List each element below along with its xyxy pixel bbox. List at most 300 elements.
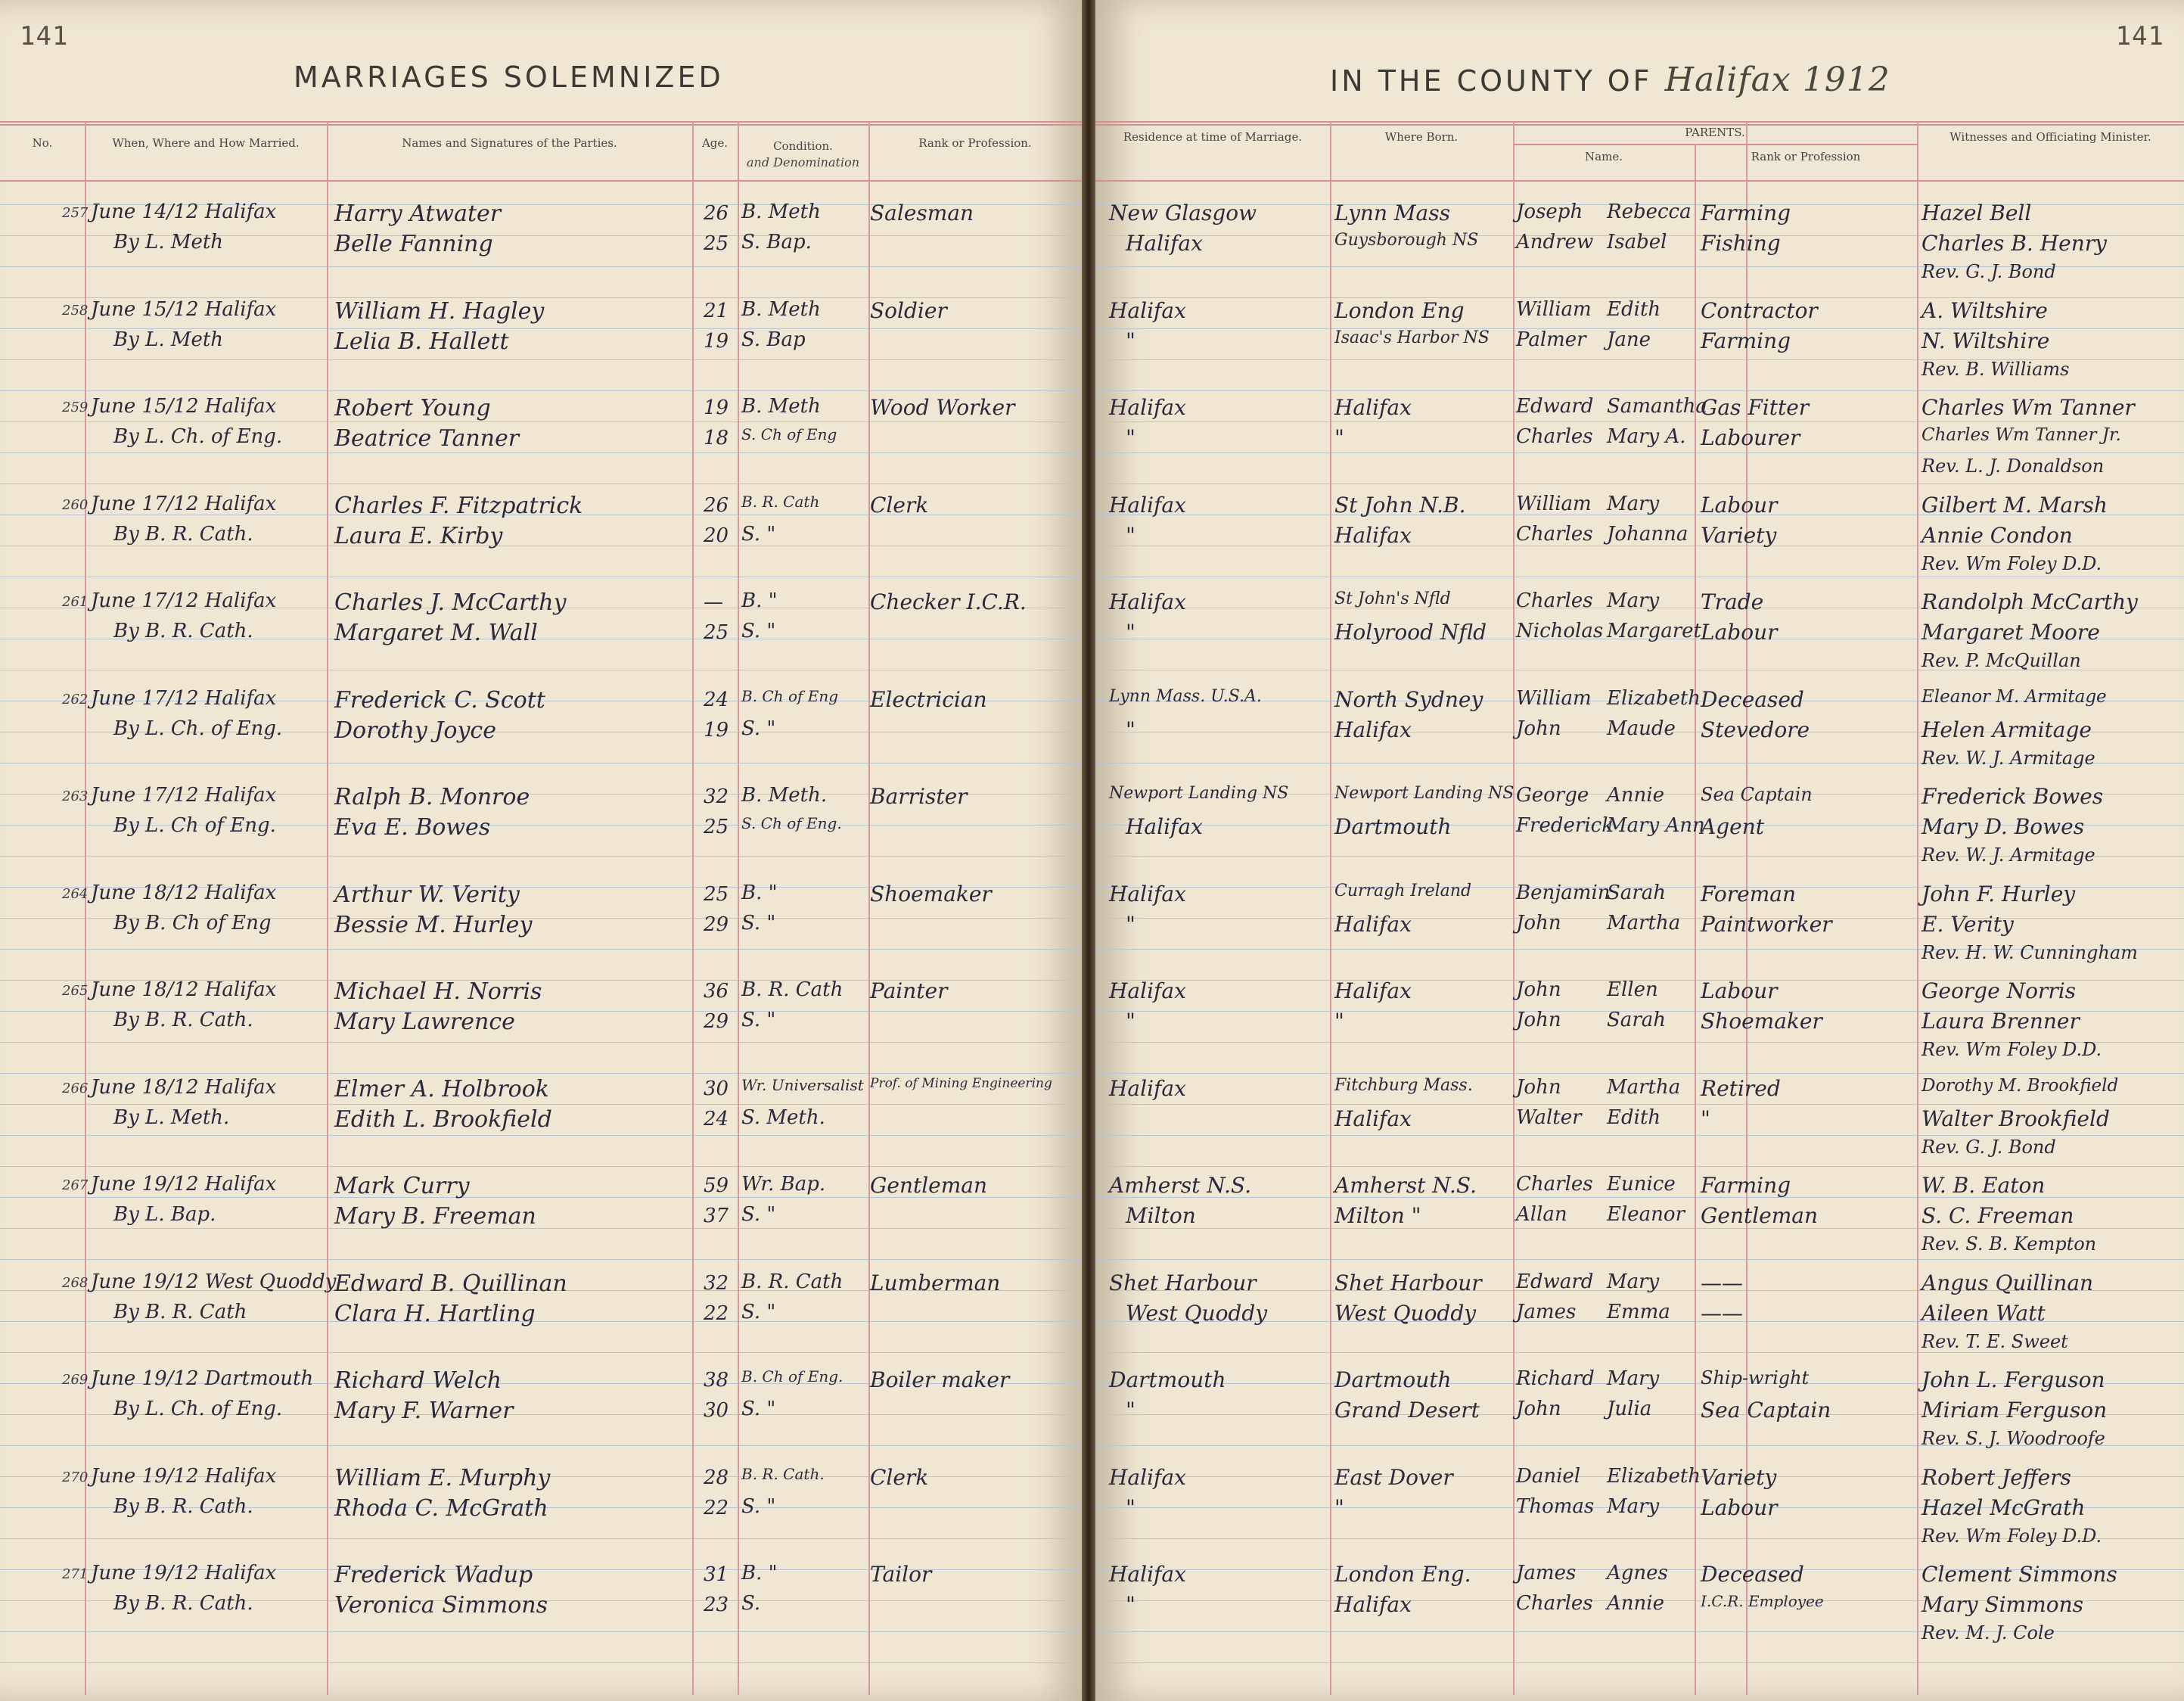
entry-number: 257 — [62, 205, 89, 221]
groom-name: Frederick Wadup — [334, 1562, 533, 1588]
column-rule — [738, 121, 739, 1695]
column-rule — [1330, 121, 1331, 1695]
marriage-date-place: June 19/12 Dartmouth — [91, 1367, 314, 1390]
marriage-by: By B. R. Cath. — [113, 1495, 253, 1518]
bride-parent-rank: Fishing — [1701, 231, 1781, 256]
marriage-by: By B. R. Cath. — [113, 1592, 253, 1615]
marriage-by: By B. R. Cath. — [113, 620, 253, 642]
bride-residence: West Quoddy — [1126, 1301, 1268, 1326]
writing-rule — [0, 1135, 1082, 1136]
groom-parent-rank: Deceased — [1701, 687, 1804, 712]
groom-mother: Rebecca — [1607, 201, 1692, 223]
bride-condition: S. " — [741, 1009, 776, 1031]
officiating-minister: Rev. L. J. Donaldson — [1921, 456, 2105, 477]
witness-one: Angus Quillinan — [1921, 1270, 2094, 1295]
writing-rule — [1095, 1166, 2184, 1167]
bride-father: Charles — [1516, 523, 1593, 546]
witness-one: W. B. Eaton — [1921, 1173, 2046, 1198]
marriage-date-place: June 15/12 Halifax — [91, 298, 277, 321]
column-header: Name. — [1585, 150, 1623, 163]
groom-parent-rank: Contractor — [1701, 298, 1818, 323]
groom-profession: Soldier — [870, 298, 947, 323]
witness-two: Walter Brookfield — [1921, 1106, 2110, 1131]
bride-name: Veronica Simmons — [334, 1592, 548, 1619]
groom-parent-rank: Ship-wright — [1701, 1367, 1810, 1388]
groom-residence: Halifax — [1109, 882, 1186, 906]
writing-rule — [0, 1104, 1082, 1105]
column-rule — [1917, 121, 1918, 1695]
entry-number: 261 — [62, 594, 89, 610]
marriage-by: By L. Ch. of Eng. — [113, 1398, 283, 1420]
groom-birthplace: Shet Harbour — [1334, 1270, 1482, 1295]
groom-father: Edward — [1516, 395, 1594, 418]
writing-rule — [1095, 421, 2184, 422]
bride-father: Allan — [1516, 1203, 1567, 1226]
groom-mother: Mary — [1607, 493, 1660, 515]
entry-number: 264 — [62, 886, 89, 902]
marriage-by: By L. Meth. — [113, 1106, 230, 1129]
bride-name: Bessie M. Hurley — [334, 912, 533, 938]
bride-mother: Eleanor — [1607, 1203, 1685, 1226]
bride-parent-rank: Shoemaker — [1701, 1009, 1822, 1034]
column-header: PARENTS. — [1685, 126, 1745, 139]
bride-mother: Isabel — [1607, 231, 1667, 253]
officiating-minister: Rev. Wm Foley D.D. — [1921, 553, 2102, 574]
column-header: Where Born. — [1384, 130, 1459, 144]
column-rule — [1746, 121, 1748, 1695]
bride-mother: Annie — [1607, 1592, 1664, 1615]
groom-condition: Wr. Bap. — [741, 1173, 826, 1196]
officiating-minister: Rev. G. J. Bond — [1921, 1137, 2056, 1158]
groom-profession: Tailor — [870, 1562, 932, 1587]
bride-condition: S. " — [741, 717, 776, 740]
writing-rule — [0, 1042, 1082, 1043]
bride-parent-rank: I.C.R. Employee — [1701, 1592, 1824, 1610]
bride-name: Lelia B. Hallett — [334, 328, 509, 355]
bride-father: Frederick — [1516, 814, 1614, 837]
groom-father: Edward — [1516, 1270, 1594, 1293]
groom-age: 32 — [704, 1272, 729, 1295]
bride-age: 29 — [704, 1010, 729, 1033]
groom-residence: New Glasgow — [1109, 201, 1257, 225]
bride-father: Charles — [1516, 1592, 1593, 1615]
groom-age: 28 — [704, 1466, 729, 1489]
bride-mother: Edith — [1607, 1106, 1661, 1129]
writing-rule — [0, 1662, 1082, 1663]
bride-father: Charles — [1516, 425, 1593, 448]
witness-one: Gilbert M. Marsh — [1921, 493, 2108, 518]
bride-condition: S. " — [741, 620, 776, 642]
bride-mother: Martha — [1607, 912, 1681, 934]
bride-parent-rank: " — [1701, 1106, 1710, 1131]
groom-condition: B. Meth — [741, 201, 821, 223]
bride-birthplace: " — [1334, 1009, 1344, 1034]
groom-birthplace: St John's Nfld — [1334, 589, 1451, 608]
bride-birthplace: " — [1334, 1495, 1344, 1520]
bride-age: 25 — [704, 816, 729, 838]
officiating-minister: Rev. W. J. Armitage — [1921, 844, 2095, 866]
column-rule — [692, 121, 694, 1695]
bride-age: 30 — [704, 1399, 729, 1422]
column-subheader: and Denomination — [746, 155, 860, 169]
bride-residence: " — [1126, 620, 1135, 645]
bride-residence: " — [1126, 523, 1135, 548]
entry-number: 267 — [62, 1177, 89, 1193]
bride-birthplace: Isaac's Harbor NS — [1334, 328, 1490, 347]
bride-parent-rank: Labour — [1701, 620, 1778, 645]
page-number-right: 141 — [2115, 21, 2164, 51]
marriage-by: By B. R. Cath. — [113, 523, 253, 546]
marriage-date-place: June 15/12 Halifax — [91, 395, 277, 418]
bride-parent-rank: Labour — [1701, 1495, 1778, 1520]
bride-condition: S. " — [741, 1495, 776, 1518]
groom-residence: Halifax — [1109, 1076, 1186, 1101]
witness-one: Eleanor M. Armitage — [1921, 687, 2107, 707]
witness-two: Helen Armitage — [1921, 717, 2092, 742]
groom-mother: Samantha — [1607, 395, 1707, 418]
entry-number: 263 — [62, 788, 89, 804]
column-rule — [327, 121, 328, 1695]
column-header: Age. — [701, 136, 729, 150]
groom-parent-rank: Variety — [1701, 1465, 1777, 1490]
bride-mother: Emma — [1607, 1301, 1670, 1323]
groom-birthplace: North Sydney — [1334, 687, 1483, 712]
header-rule — [0, 121, 1082, 123]
entry-number: 271 — [62, 1566, 89, 1582]
groom-mother: Mary — [1607, 1367, 1660, 1390]
groom-birthplace: Amherst N.S. — [1334, 1173, 1477, 1198]
groom-birthplace: East Dover — [1334, 1465, 1453, 1490]
groom-age: 19 — [704, 396, 729, 419]
bride-parent-rank: Labourer — [1701, 425, 1800, 450]
left-heading: MARRIAGES SOLEMNIZED — [294, 61, 724, 94]
bride-birthplace: Grand Desert — [1334, 1398, 1480, 1423]
groom-mother: Sarah — [1607, 882, 1666, 904]
left-page — [0, 0, 1082, 1701]
witness-two: Laura Brenner — [1921, 1009, 2080, 1034]
entry-number: 268 — [62, 1275, 89, 1291]
groom-parent-rank: Farming — [1701, 1173, 1791, 1198]
groom-mother: Eunice — [1607, 1173, 1676, 1196]
officiating-minister: Rev. Wm Foley D.D. — [1921, 1039, 2102, 1060]
groom-condition: B. Meth — [741, 298, 821, 321]
groom-profession: Electrician — [870, 687, 987, 712]
writing-rule — [1095, 452, 2184, 453]
groom-profession: Wood Worker — [870, 395, 1015, 420]
marriage-date-place: June 17/12 Halifax — [91, 589, 277, 612]
groom-father: William — [1516, 493, 1592, 515]
bride-father: Nicholas — [1516, 620, 1604, 642]
column-header: Condition. — [773, 139, 833, 153]
witness-one: Robert Jeffers — [1921, 1465, 2071, 1490]
groom-profession: Gentleman — [870, 1173, 988, 1198]
officiating-minister: Rev. S. J. Woodroofe — [1921, 1428, 2105, 1449]
bride-mother: Johanna — [1607, 523, 1688, 546]
groom-parent-rank: Farming — [1701, 201, 1791, 225]
groom-condition: B. Meth. — [741, 784, 828, 807]
writing-rule — [0, 1166, 1082, 1167]
bride-residence: " — [1126, 1009, 1135, 1034]
groom-age: — — [704, 591, 723, 614]
witness-one: George Norris — [1921, 978, 2077, 1003]
marriage-by: By L. Ch of Eng. — [113, 814, 276, 837]
bride-name: Dorothy Joyce — [334, 717, 496, 744]
witness-one: Clement Simmons — [1921, 1562, 2117, 1587]
entry-number: 260 — [62, 497, 89, 513]
bride-mother: Maude — [1607, 717, 1676, 740]
marriage-by: By B. R. Cath — [113, 1301, 247, 1323]
column-header: Residence at time of Marriage. — [1123, 130, 1303, 144]
bride-name: Rhoda C. McGrath — [334, 1495, 548, 1522]
marriage-by: By L. Ch. of Eng. — [113, 425, 283, 448]
column-rule — [1513, 121, 1515, 1695]
bride-residence: Halifax — [1126, 814, 1203, 839]
bride-birthplace: Guysborough NS — [1334, 231, 1479, 250]
groom-birthplace: Fitchburg Mass. — [1334, 1076, 1473, 1095]
bride-parent-rank: Farming — [1701, 328, 1791, 353]
marriage-date-place: June 17/12 Halifax — [91, 493, 277, 515]
groom-residence: Lynn Mass. U.S.A. — [1109, 687, 1262, 706]
witness-two: Charles Wm Tanner Jr. — [1921, 425, 2121, 445]
groom-profession: Checker I.C.R. — [870, 589, 1027, 614]
right-heading-prefix: IN THE COUNTY OF — [1330, 64, 1653, 98]
groom-birthplace: Halifax — [1334, 395, 1412, 420]
bride-mother: Margaret — [1607, 620, 1701, 642]
column-rule — [85, 121, 86, 1695]
bride-parent-rank: Variety — [1701, 523, 1777, 548]
groom-father: William — [1516, 687, 1592, 710]
groom-residence: Shet Harbour — [1109, 1270, 1257, 1295]
witness-two: E. Verity — [1921, 912, 2014, 937]
witness-two: Hazel McGrath — [1921, 1495, 2086, 1520]
column-header: No. — [32, 136, 53, 150]
officiating-minister: Rev. P. McQuillan — [1921, 650, 2081, 671]
bride-father: Walter — [1516, 1106, 1582, 1129]
marriage-date-place: June 19/12 West Quoddy — [91, 1270, 337, 1293]
bride-condition: S. Bap — [741, 328, 806, 351]
bride-parent-rank: Agent — [1701, 814, 1764, 839]
writing-rule — [0, 1073, 1082, 1074]
groom-name: Mark Curry — [334, 1173, 470, 1199]
writing-rule — [1095, 1073, 2184, 1074]
groom-birthplace: St John N.B. — [1334, 493, 1466, 518]
groom-name: Harry Atwater — [334, 201, 502, 227]
marriage-date-place: June 19/12 Halifax — [91, 1562, 277, 1584]
bride-name: Mary B. Freeman — [334, 1203, 536, 1230]
marriage-date-place: June 19/12 Halifax — [91, 1173, 277, 1196]
bride-mother: Mary — [1607, 1495, 1660, 1518]
bride-age: 20 — [704, 524, 729, 547]
bride-name: Beatrice Tanner — [334, 425, 520, 452]
bride-condition: S. " — [741, 912, 776, 934]
marriage-by: By L. Ch. of Eng. — [113, 717, 283, 740]
bride-father: John — [1516, 912, 1561, 934]
marriage-by: By B. Ch of Eng — [113, 912, 272, 934]
groom-mother: Elizabeth — [1607, 687, 1701, 710]
column-header: Rank or Profession — [1751, 150, 1861, 163]
marriage-by: By L. Bap. — [113, 1203, 216, 1226]
bride-father: James — [1516, 1301, 1577, 1323]
witness-two: Annie Condon — [1921, 523, 2073, 548]
witness-two: Aileen Watt — [1921, 1301, 2046, 1326]
bride-age: 19 — [704, 719, 729, 742]
marriage-date-place: June 18/12 Halifax — [91, 882, 277, 904]
bride-residence: Halifax — [1126, 231, 1203, 256]
groom-age: 24 — [704, 689, 729, 711]
officiating-minister: Rev. B. Williams — [1921, 359, 2070, 380]
groom-age: 32 — [704, 785, 729, 808]
groom-parent-rank: —— — [1701, 1270, 1743, 1295]
officiating-minister: Rev. S. B. Kempton — [1921, 1233, 2097, 1255]
bride-parent-rank: —— — [1701, 1301, 1743, 1326]
witness-two: N. Wiltshire — [1921, 328, 2050, 353]
bride-residence: " — [1126, 717, 1135, 742]
entry-number: 262 — [62, 692, 89, 707]
marriage-by: By B. R. Cath. — [113, 1009, 253, 1031]
entry-number: 258 — [62, 303, 89, 319]
writing-rule — [1095, 1352, 2184, 1353]
writing-rule — [1095, 1259, 2184, 1260]
header-rule — [1095, 180, 2184, 182]
bride-mother: Sarah — [1607, 1009, 1666, 1031]
groom-father: Daniel — [1516, 1465, 1581, 1488]
groom-age: 21 — [704, 300, 729, 322]
groom-name: William E. Murphy — [334, 1465, 551, 1491]
bride-age: 25 — [704, 621, 729, 644]
groom-condition: B. " — [741, 1562, 778, 1584]
column-header: Rank or Profession. — [918, 136, 1032, 150]
bride-age: 24 — [704, 1108, 729, 1130]
groom-condition: B. Ch of Eng. — [741, 1367, 843, 1385]
bride-birthplace: West Quoddy — [1334, 1301, 1477, 1326]
column-header: Witnesses and Officiating Minister. — [1949, 130, 2151, 144]
groom-mother: Elizabeth — [1607, 1465, 1701, 1488]
bride-condition: S. Bap. — [741, 231, 812, 253]
writing-rule — [0, 856, 1082, 857]
groom-profession: Clerk — [870, 493, 929, 518]
header-rule — [1095, 121, 2184, 123]
writing-rule — [0, 452, 1082, 453]
witness-two: Charles B. Henry — [1921, 231, 2107, 256]
parents-rule — [1513, 144, 1917, 145]
column-rule — [1695, 144, 1696, 1695]
officiating-minister: Rev. H. W. Cunningham — [1921, 942, 2138, 963]
bride-mother: Mary A. — [1607, 425, 1686, 448]
bride-condition: S. " — [741, 1301, 776, 1323]
groom-parent-rank: Gas Fitter — [1701, 395, 1810, 420]
bride-mother: Jane — [1607, 328, 1651, 351]
witness-two: Mary Simmons — [1921, 1592, 2083, 1617]
bride-age: 29 — [704, 913, 729, 936]
groom-name: Ralph B. Monroe — [334, 784, 530, 810]
witness-two: S. C. Freeman — [1921, 1203, 2074, 1228]
witness-one: Hazel Bell — [1921, 201, 2032, 225]
entry-number: 266 — [62, 1081, 89, 1096]
bride-residence: " — [1126, 1398, 1135, 1423]
groom-parent-rank: Retired — [1701, 1076, 1781, 1101]
groom-condition: B. R. Cath — [741, 1270, 843, 1293]
groom-profession: Prof. of Mining Engineering — [870, 1076, 1052, 1091]
groom-mother: Ellen — [1607, 978, 1658, 1001]
groom-residence: Dartmouth — [1109, 1367, 1226, 1392]
groom-parent-rank: Foreman — [1701, 882, 1796, 906]
bride-mother: Mary Ann — [1607, 814, 1705, 837]
marriage-date-place: June 17/12 Halifax — [91, 687, 277, 710]
groom-birthplace: London Eng. — [1334, 1562, 1471, 1587]
bride-father: John — [1516, 1398, 1561, 1420]
writing-rule — [0, 359, 1082, 360]
bride-birthplace: Halifax — [1334, 912, 1412, 937]
bride-age: 23 — [704, 1594, 729, 1616]
groom-age: 36 — [704, 980, 729, 1003]
groom-age: 38 — [704, 1369, 729, 1392]
bride-father: John — [1516, 717, 1561, 740]
writing-rule — [1095, 1228, 2184, 1229]
entry-number: 269 — [62, 1372, 89, 1388]
witness-one: A. Wiltshire — [1921, 298, 2048, 323]
groom-father: Charles — [1516, 589, 1593, 612]
bride-residence: " — [1126, 328, 1135, 353]
bride-age: 22 — [704, 1302, 729, 1325]
writing-rule — [1095, 1104, 2184, 1105]
witness-two: Miriam Ferguson — [1921, 1398, 2108, 1423]
groom-father: Benjamin — [1516, 882, 1611, 904]
groom-profession: Painter — [870, 978, 948, 1003]
bride-birthplace: " — [1334, 425, 1344, 450]
writing-rule — [0, 949, 1082, 950]
marriage-date-place: June 19/12 Halifax — [91, 1465, 277, 1488]
bride-name: Margaret M. Wall — [334, 620, 538, 646]
witness-two: Mary D. Bowes — [1921, 814, 2085, 839]
writing-rule — [0, 1445, 1082, 1446]
writing-rule — [0, 1631, 1082, 1632]
bride-age: 22 — [704, 1497, 729, 1519]
entry-number: 259 — [62, 400, 89, 415]
groom-parent-rank: Trade — [1701, 589, 1764, 614]
officiating-minister: Rev. Wm Foley D.D. — [1921, 1525, 2102, 1547]
page-number-left: 141 — [20, 21, 69, 51]
bride-condition: S. Meth. — [741, 1106, 825, 1129]
bride-condition: S. " — [741, 523, 776, 546]
groom-condition: B. R. Cath. — [741, 1465, 825, 1483]
groom-residence: Halifax — [1109, 1562, 1186, 1587]
bride-birthplace: Halifax — [1334, 1592, 1412, 1617]
groom-birthplace: Dartmouth — [1334, 1367, 1452, 1392]
writing-rule — [0, 1259, 1082, 1260]
groom-age: 26 — [704, 494, 729, 517]
bride-age: 18 — [704, 427, 729, 449]
bride-birthplace: Halifax — [1334, 523, 1412, 548]
groom-condition: B. R. Cath — [741, 493, 820, 511]
bride-mother: Julia — [1607, 1398, 1652, 1420]
groom-parent-rank: Sea Captain — [1701, 784, 1813, 805]
writing-rule — [0, 1228, 1082, 1229]
groom-residence: Amherst N.S. — [1109, 1173, 1251, 1198]
bride-name: Laura E. Kirby — [334, 523, 503, 549]
groom-name: Elmer A. Holbrook — [334, 1076, 549, 1102]
witness-one: Randolph McCarthy — [1921, 589, 2139, 614]
writing-rule — [0, 1352, 1082, 1353]
bride-birthplace: Halifax — [1334, 717, 1412, 742]
header-rule — [0, 124, 1082, 126]
writing-rule — [0, 390, 1082, 391]
groom-father: George — [1516, 784, 1589, 807]
groom-name: Richard Welch — [334, 1367, 502, 1394]
groom-residence: Halifax — [1109, 298, 1186, 323]
groom-profession: Clerk — [870, 1465, 929, 1490]
groom-profession: Shoemaker — [870, 882, 992, 906]
groom-age: 31 — [704, 1563, 729, 1586]
